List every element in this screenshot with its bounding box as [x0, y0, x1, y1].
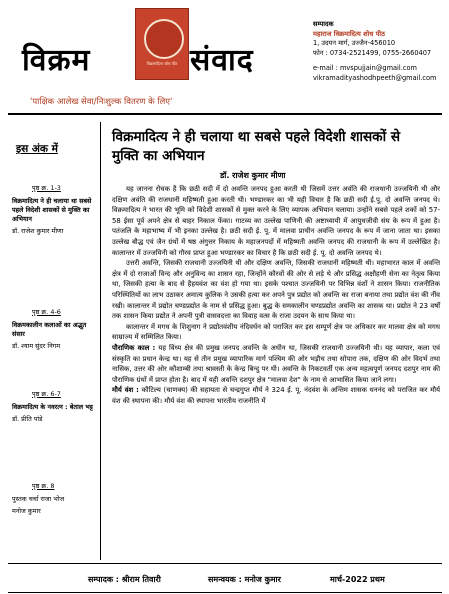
- article-body: [112, 184, 440, 406]
- publisher-block: [313, 20, 449, 84]
- publisher-phone: फोन : 0734-2521499, 0755-2660407: [313, 48, 432, 57]
- footer-bar: [8, 563, 442, 593]
- tagline: 'पाक्षिक आलेख सेवा/निःशुल्क वितरण के लिए': [30, 97, 173, 107]
- contents-page: पृष्ठ क्र. 8: [32, 482, 55, 490]
- publisher-address: 1, उदयन मार्ग, उज्जैन-456010: [313, 39, 396, 48]
- masthead-title-left: विक्रम: [22, 43, 91, 78]
- contents-item-4[interactable]: [12, 482, 98, 516]
- sidebar-contents: [8, 122, 101, 560]
- masthead-title-right: संवाद: [190, 43, 254, 78]
- emblem-caption: विक्रमादित्य शोध पीठ: [146, 61, 178, 66]
- article-paragraph-paurani: [112, 343, 440, 385]
- contents-title: विक्रमकालीन कलाओं का अद्भुत संसार: [12, 321, 87, 338]
- footer-editor: सम्पादक : श्रीराम तिवारी: [88, 575, 161, 584]
- contents-title: विक्रमादित्य ने ही चलाया था सबसे पहले विदेशी शासकों से मुक्ति का अभियान: [12, 197, 92, 223]
- article-title: विक्रमादित्य ने ही चलाया था सबसे पहले विदेशी शासकों से मुक्ति का अभियान: [112, 129, 401, 164]
- contents-author: डॉ. श्याम सुंदर निगम: [12, 342, 61, 350]
- header-rule: [8, 113, 442, 115]
- contents-author: डॉ. राजेश कुमार मीणा: [12, 227, 64, 235]
- section-label-paurani: पौराणिक काल :: [112, 343, 156, 352]
- footer-coordinator: समन्वयक : मनोज कुमार: [208, 575, 281, 584]
- publisher-label: सम्पादक: [313, 20, 334, 28]
- publisher-email-2: vikramadityashodhpeeth@gmail.com: [313, 73, 437, 82]
- article-paragraph: कालान्तर में मगध के शिशुनाग ने प्रद्योतवंशीय नंदिवर्धन को पराजित कर इस सम्पूर्ण क्षेत्र पर अधिकार कर मालवा क्षेत्र को मगध साम्राज्य में सम्मिलित किया।: [112, 322, 440, 342]
- contents-item-2[interactable]: [12, 308, 98, 351]
- contents-author: डॉ. प्रीति पांडे: [12, 415, 43, 423]
- contents-page: पृष्ठ क्र. 1-3: [32, 184, 61, 192]
- contents-page: पृष्ठ क्र. 6-7: [32, 390, 61, 398]
- section-text-paurani: यह विंध्य क्षेत्र की प्रमुख जनपद अवन्ति के अधीन था, जिसकी राजधानी उज्जयिनी थी। यह व्यापार, कला एवं संस्कृति का प्रधान केन्द्र था। यह से तीन प्रमुख व्यापारिक मार्ग पश्चिम की ओर भड़ौच तथा सोपारा तक, दक्षिण की ओर विदर्भ तथा नासिक, उत्तर की ओर कौशाम्बी तथा श्रावस्ती के केन्द्र बिन्दु पर थी। अवन्ति के निकटवर्ती एक अन्य महत्वपूर्ण जनपद दशपुर नाम की पौराणिक ग्रंथों में प्राप्त होता है। बाद में यही अवन्ति दशपुर क्षेत्र "मालवा देश" के नाम से आभासित किया जाने लगा।: [112, 343, 440, 384]
- footer-issue: मार्च-2022 प्रथम: [330, 575, 385, 584]
- publisher-org: महाराज विक्रमादित्य शोध पीठ: [313, 29, 385, 38]
- contents-item-3[interactable]: [12, 390, 98, 424]
- contents-title: पुस्तक चर्चा राजा भोज: [12, 495, 65, 503]
- article-paragraph: यह जानना रोचक है कि छठी सदी में दो अवन्ति जनपद हुआ करती थी जिसमें उत्तर अवंति की राजधानी उज्जयिनी थी और दक्षिण अवंति की राजधानी महिष्मती हुआ करती थी। भण्डारकर का भी यही विचार है कि छठी सदी ई.पू. दो अवन्ति जनपद थे। विक्रमादित्य ने भारत की भूमि को विदेशी शासकों से मुक्त करने के लिए व्यापक अभियान चलाया। उन्होंने सबसे पहले शकों को 57-58 ईसा पूर्व अपने क्षेत्र से बाहर निकाल फेंका। गाटव्य का उल्लेख पाणिनी की अष्टाध्यायी में आयुधजीवी संघ के रूप में हुआ है। पतंजलि के महाभाष्य में भी इनका उल्लेख है। छठी सदी ई. पू. में मालवा प्राचीन अवन्ति जनपद के रूप में जाना जाता था। इसका उल्लेख बौद्ध एवं जैन ग्रंथों में षष्ठ अंगुत्तर निकाय के महाजनपदों में महिष्मती अवन्ति जनपद की राजधानी के रूप में उल्लेखित है। कालान्तर में उज्जयिनी को गौरव प्राप्त हुआ भण्डारकर का विचार है कि छठी सदी ई. पू. दो अवन्ति जनपद थे।: [112, 185, 440, 257]
- article-author: डॉ. राजेश कुमार मीणा: [220, 171, 286, 180]
- contents-item-1[interactable]: [12, 184, 98, 236]
- contents-author: मनोज कुमार: [12, 507, 41, 515]
- section-label-maurya: मौर्य वंश :: [112, 386, 139, 395]
- article-paragraph-maurya: [112, 385, 440, 406]
- sidebar-heading: इस अंक में: [16, 143, 58, 155]
- contents-page: पृष्ठ क्र. 4-6: [32, 308, 61, 316]
- contents-title: विक्रमादित्य के नवरत्न : बेताल भट्ट: [12, 403, 93, 411]
- article-paragraph: उत्तरी अवन्ति, जिसकी राजधानी उज्जयिनी थी और दक्षिण अवन्ति, जिसकी राजधानी महिष्मती थी। महाभारत काल में अवन्ति क्षेत्र में दो राजाओं विन्द और अनुविन्द का शासन रहा, जिन्होंने कौरवों की ओर से लड़े थे और प्रसिद्ध अक्षौहणी सेना का नेतृत्व किया था, जिसकी हत्या के बाद से हैहयवंश का वंश हो गया था। इसके पश्चात उज्जयिनी पर विभिन्न वंशों ने शासन किया। राजनीतिक परिस्थितियों का लाभ उठाकर अमात्य कुलिक ने उसकी हत्या कर अपने पुत्र प्रद्योत को अवन्ति का राजा बनाया तथा प्रद्योत वंश की नींव रखी। कालान्तर में प्रद्योत चण्डप्रद्योत के नाम से प्रसिद्ध हुआ। बुद्ध के समकालीन चण्डप्रद्योत अवन्ति का शासक था। प्रद्योत ने 23 वर्षों तक शासन किया प्रद्योत ने अपनी पुत्री वासवदत्ता का विवाह वत्स के राजा उदयन के साथ किया था।: [112, 259, 440, 321]
- emblem-seal-icon: [144, 19, 184, 59]
- publisher-email-1: e-mail : mvspujjain@gmail.com: [313, 64, 417, 73]
- section-text-maurya: कौटिल्य (चाणक्य) की सहायता से चन्द्रगुप्त मौर्य ने 324 ई. पू. नंदवंश के अन्तिम शासक धननंद को पराजित कर मौर्य वंश की स्थापना की। मौर्य वंश की स्थापना भारतीय राजनीति में: [112, 386, 440, 405]
- emblem-logo: [135, 8, 189, 80]
